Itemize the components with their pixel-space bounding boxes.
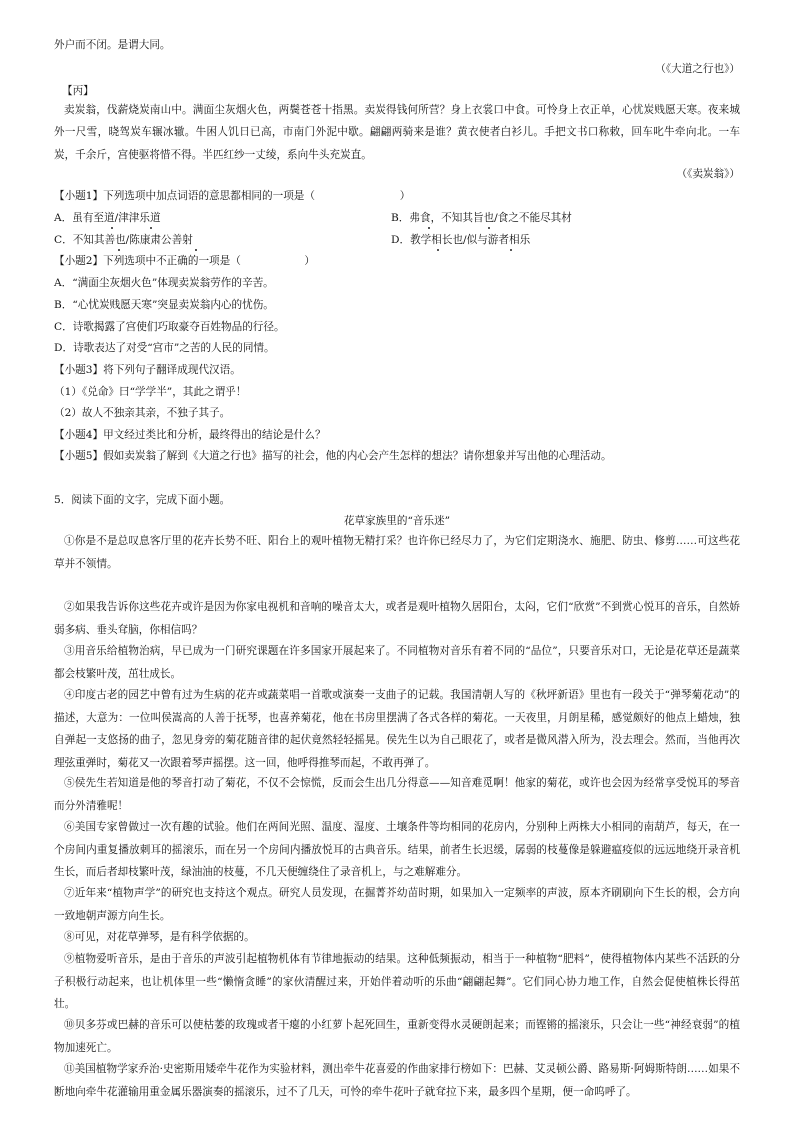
article-para-6: ⑥美国专家曾做过一次有趣的试验。他们在两间光照、温度、湿度、土壤条件等均相同的花房内，分别种上两株大小相同的南葫芦，每天，在一个房间内重复播放刺耳的摇滚乐，而在另一个房间内播放悦耳的古典音乐。结果，前者生长迟缓，孱弱的枝蔓像是躲避瘟疫似的远远地绕开录音机生长，而后者却枝繁叶茂，绿油油的枝蔓，不几天便缠绕住了录音机上，与之难解难分。	[54, 821, 740, 879]
article-para-9: ⑨植物爱听音乐，是由于音乐的声波引起植物机体有节律地振动的结果。这种低频振动，相当于一种植物“肥料”，使得植物体内某些不活跃的分子积极行动起来，也让机体里一些“懒惰贪睡”的家伙清醒过来，开始伴着动听的乐曲“翩翩起舞”。它们同心协力地工作，自然会促使植株长得茁壮。	[54, 953, 740, 1011]
article-para-2: ②如果我告诉你这些花卉或许是因为你家电视机和音响的噪音太大，或者是观叶植物久居阳台，太闷，它们“欣赏”不到赏心悦耳的音乐，自然娇弱多病、垂头耷脑，你相信吗？	[54, 601, 740, 636]
source-maitanweng: （《卖炭翁》）	[676, 168, 740, 180]
q1-option-d: D．教学相长也/似与游者相乐	[391, 234, 531, 246]
emphasis-dot	[488, 227, 490, 229]
article-para-10: ⑩贝多芬或巴赫的音乐可以使枯萎的玫瑰或者干瘪的小红萝卜起死回生，重新变得水灵硬朗起来；而铿锵的摇滚乐，只会让一些“神经衰弱”的植物加速死亡。	[54, 1019, 740, 1054]
q3-item-2: （2）故人不独亲其亲，不独子其子。	[54, 407, 231, 419]
emphasis-dot	[111, 227, 113, 229]
emphasis-dot	[510, 249, 512, 251]
emphasis-dot	[195, 249, 197, 251]
section-5-intro: 5．阅读下面的文字，完成下面小题。	[54, 494, 231, 506]
source-dadao: （《大道之行也》）	[655, 63, 740, 75]
question-4: 【小题4】甲文经过类比和分析，最终得出的结论是什么？	[54, 429, 326, 441]
question-5: 【小题5】假如卖炭翁了解到《大道之行也》描写的社会，他的内心会产生怎样的想法？请你想象并写出他的心理活动。	[54, 450, 612, 462]
emphasis-dot	[150, 227, 152, 229]
article-para-3: ③用音乐给植物治病，早已成为一门研究课题在许多国家开展起来了。不同植物对音乐有着不同的“品位”，只要音乐对口，无论是花草还是蔬菜都会枝繁叶茂，茁壮成长。	[54, 645, 740, 680]
question-3: 【小题3】将下列句子翻译成现代汉语。	[54, 364, 241, 376]
article-para-8: ⑧可见，对花草弹琴，是有科学依据的。	[64, 931, 255, 943]
article-para-1: ①你是不是总叹息客厅里的花卉长势不旺、阳台上的观叶植物无精打采？也许你已经尽力了，为它们定期浇水、施肥、防虫、修剪……可这些花草并不领情。	[54, 535, 740, 570]
q2-option-d: D．诗歌表达了对受“宫市”之苦的人民的同情。	[54, 342, 275, 354]
q1-option-a: A．虽有至道/津津乐道	[54, 212, 161, 224]
top-line: 外户而不闭。是谓大同。	[54, 39, 171, 51]
question-2: 【小题2】下列选项中不正确的一项是（ ）	[54, 255, 315, 267]
article-para-7: ⑦近年来“植物声学”的研究也支持这个观点。研究人员发现，在掘菁芥幼苗时期，如果加入一定频率的声波，原本齐刷刷向下生长的根，会方向一致地朝声源方向生长。	[54, 887, 740, 922]
article-para-11: ⑪美国植物学家乔治·史密斯用矮牵牛花作为实验材料，测出牵牛花喜爱的作曲家排行榜如下：巴赫、艾灵顿公爵、路易斯·阿姆斯特朗……如果不断地向牵牛花灌输用重金属乐器演奏的摇滚乐，过不了几天，可怜的牵牛花叶子就耷拉下来，最多四个星期，便一命呜呼了。	[54, 1063, 740, 1098]
emphasis-dot	[437, 249, 439, 251]
article-title: 花草家族里的“音乐迷”	[343, 515, 451, 527]
q1-option-b: B．弗食，不知其旨也/食之不能尽其材	[391, 212, 572, 224]
section-label-bing: 【丙】	[62, 85, 94, 97]
q3-item-1: （1）《兑命》曰“学学半”，其此之谓乎！	[54, 386, 247, 398]
q2-option-b: B．“心忧炭贱愿天寒”突显卖炭翁内心的忧伤。	[54, 299, 274, 311]
q2-option-a: A．“满面尘灰烟火色”体现卖炭翁劳作的辛苦。	[54, 277, 274, 289]
q2-option-c: C．诗歌揭露了宫使们巧取豪夺百姓物品的行径。	[54, 321, 285, 333]
poem-maitanweng: 卖炭翁，伐薪烧炭南山中。满面尘灰烟火色，两鬓苍苍十指黑。卖炭得钱何所营？身上衣裳口中食。可怜身上衣正单，心忧炭贱愿天寒。夜来城外一尺雪，晓驾炭车辗冰辙。牛困人饥日已高，市南门外泥中歇。翩翩两骑来是谁？黄衣使者白衫儿。手把文书口称敕，回车叱牛牵向北。一车炭，千余斤，宫使驱将惜不得。半匹红纱一丈绫，系向牛头充炭直。	[54, 104, 740, 161]
q1-option-c: C．不知其善也/陈康肃公善射	[54, 234, 193, 246]
article-para-4: ④印度古老的园艺中曾有过为生病的花卉或蔬菜唱一首歌或演奏一支曲子的记载。我国清朝人写的《秋坪新语》里也有一段关于“弹琴菊花动”的描述，大意为：一位叫侯嵩高的人善于抚琴，也喜养菊花，他在书房里摆满了各式各样的菊花。一天夜里，月朗星稀，感觉颇好的他点上蜡烛，独自弹起一支悠扬的曲子，忽见身旁的菊花随音律的起伏竟然轻轻摇晃。侯先生以为自己眼花了，或者是微风潜入所为，没去理会。然而，当他再次理弦重弹时，菊花又一次跟着琴声摇摆。这一回，他呼得推琴而起，不敢再弹了。	[54, 689, 740, 769]
emphasis-dot	[428, 227, 430, 229]
question-1: 【小题1】下列选项中加点词语的意思都相同的一项是（ ）	[54, 190, 411, 202]
emphasis-dot	[118, 249, 120, 251]
article-para-5: ⑤侯先生若知道是他的琴音打动了菊花，不仅不会惊慌，反而会生出几分得意——知音难觅啊！他家的菊花，或许也会因为经常享受悦耳的琴音而分外清雅呢！	[54, 777, 740, 812]
